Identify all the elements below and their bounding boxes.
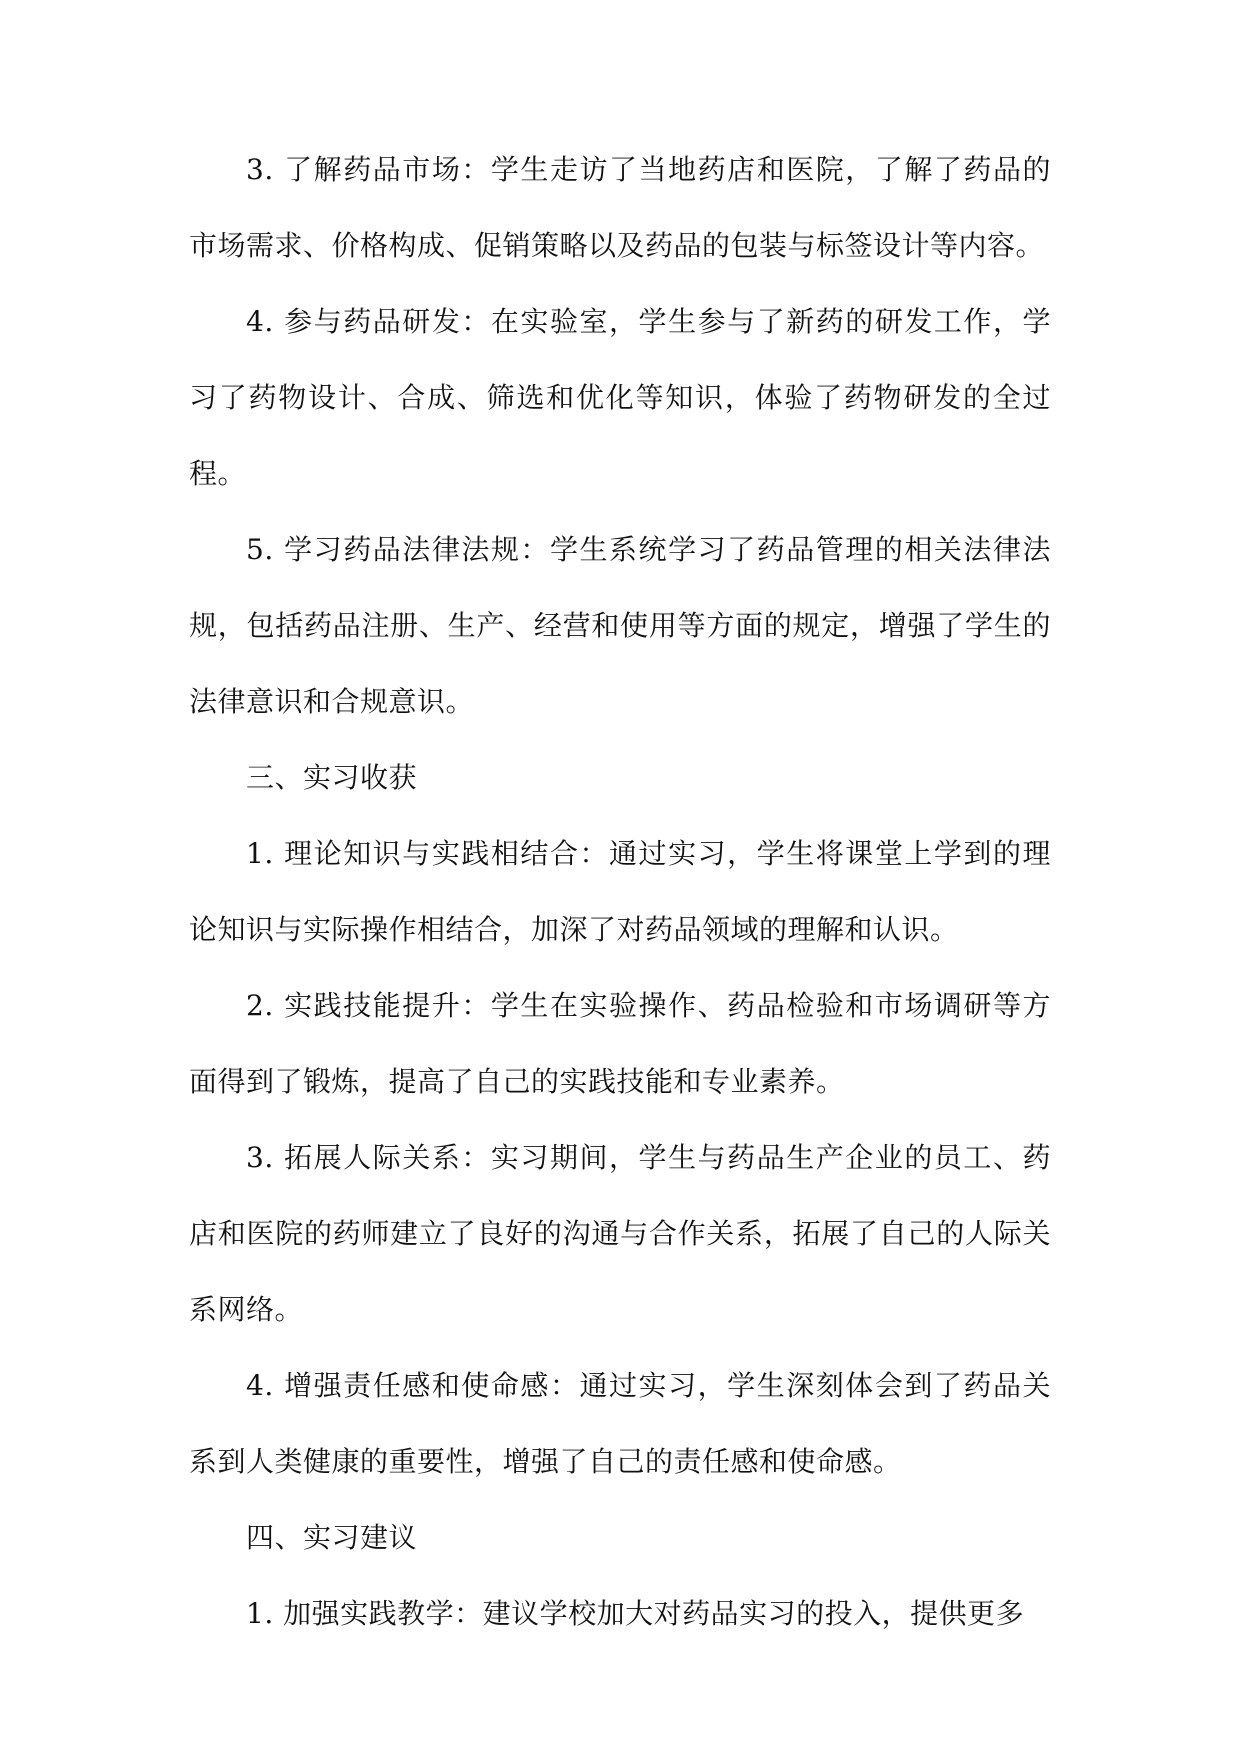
list-item-regulations: 5. 学习药品法律法规：学生系统学习了药品管理的相关法律法规，包括药品注册、生产、经营和使用等方面的规定，增强了学生的法律意识和合规意识。 (189, 533, 1051, 718)
section-heading-gains: 三、实习收获 (246, 761, 418, 794)
list-item-responsibility: 4. 增强责任感和使命感：通过实习，学生深刻体会到了药品关系到人类健康的重要性，增强了自己的责任感和使命感。 (189, 1369, 1051, 1478)
list-item-relationships: 3. 拓展人际关系：实习期间，学生与药品生产企业的员工、药店和医院的药师建立了良好的沟通与合作关系，拓展了自己的人际关系网络。 (189, 1141, 1051, 1326)
list-item-practice-teaching: 1. 加强实践教学：建议学校加大对药品实习的投入，提供更多 (246, 1597, 1025, 1630)
list-item-research: 4. 参与药品研发：在实验室，学生参与了新药的研发工作，学习了药物设计、合成、筛选和优化等知识，体验了药物研发的全过程。 (189, 305, 1051, 490)
section-heading-suggestions: 四、实习建议 (246, 1521, 418, 1554)
list-item-skills: 2. 实践技能提升：学生在实验操作、药品检验和市场调研等方面得到了锻炼，提高了自己的实践技能和专业素养。 (189, 989, 1051, 1098)
list-item-market: 3. 了解药品市场：学生走访了当地药店和医院，了解了药品的市场需求、价格构成、促销策略以及药品的包装与标签设计等内容。 (189, 153, 1051, 262)
list-item-theory-practice: 1. 理论知识与实践相结合：通过实习，学生将课堂上学到的理论知识与实际操作相结合，加深了对药品领域的理解和认识。 (189, 837, 1051, 946)
document-body (189, 132, 1051, 1652)
